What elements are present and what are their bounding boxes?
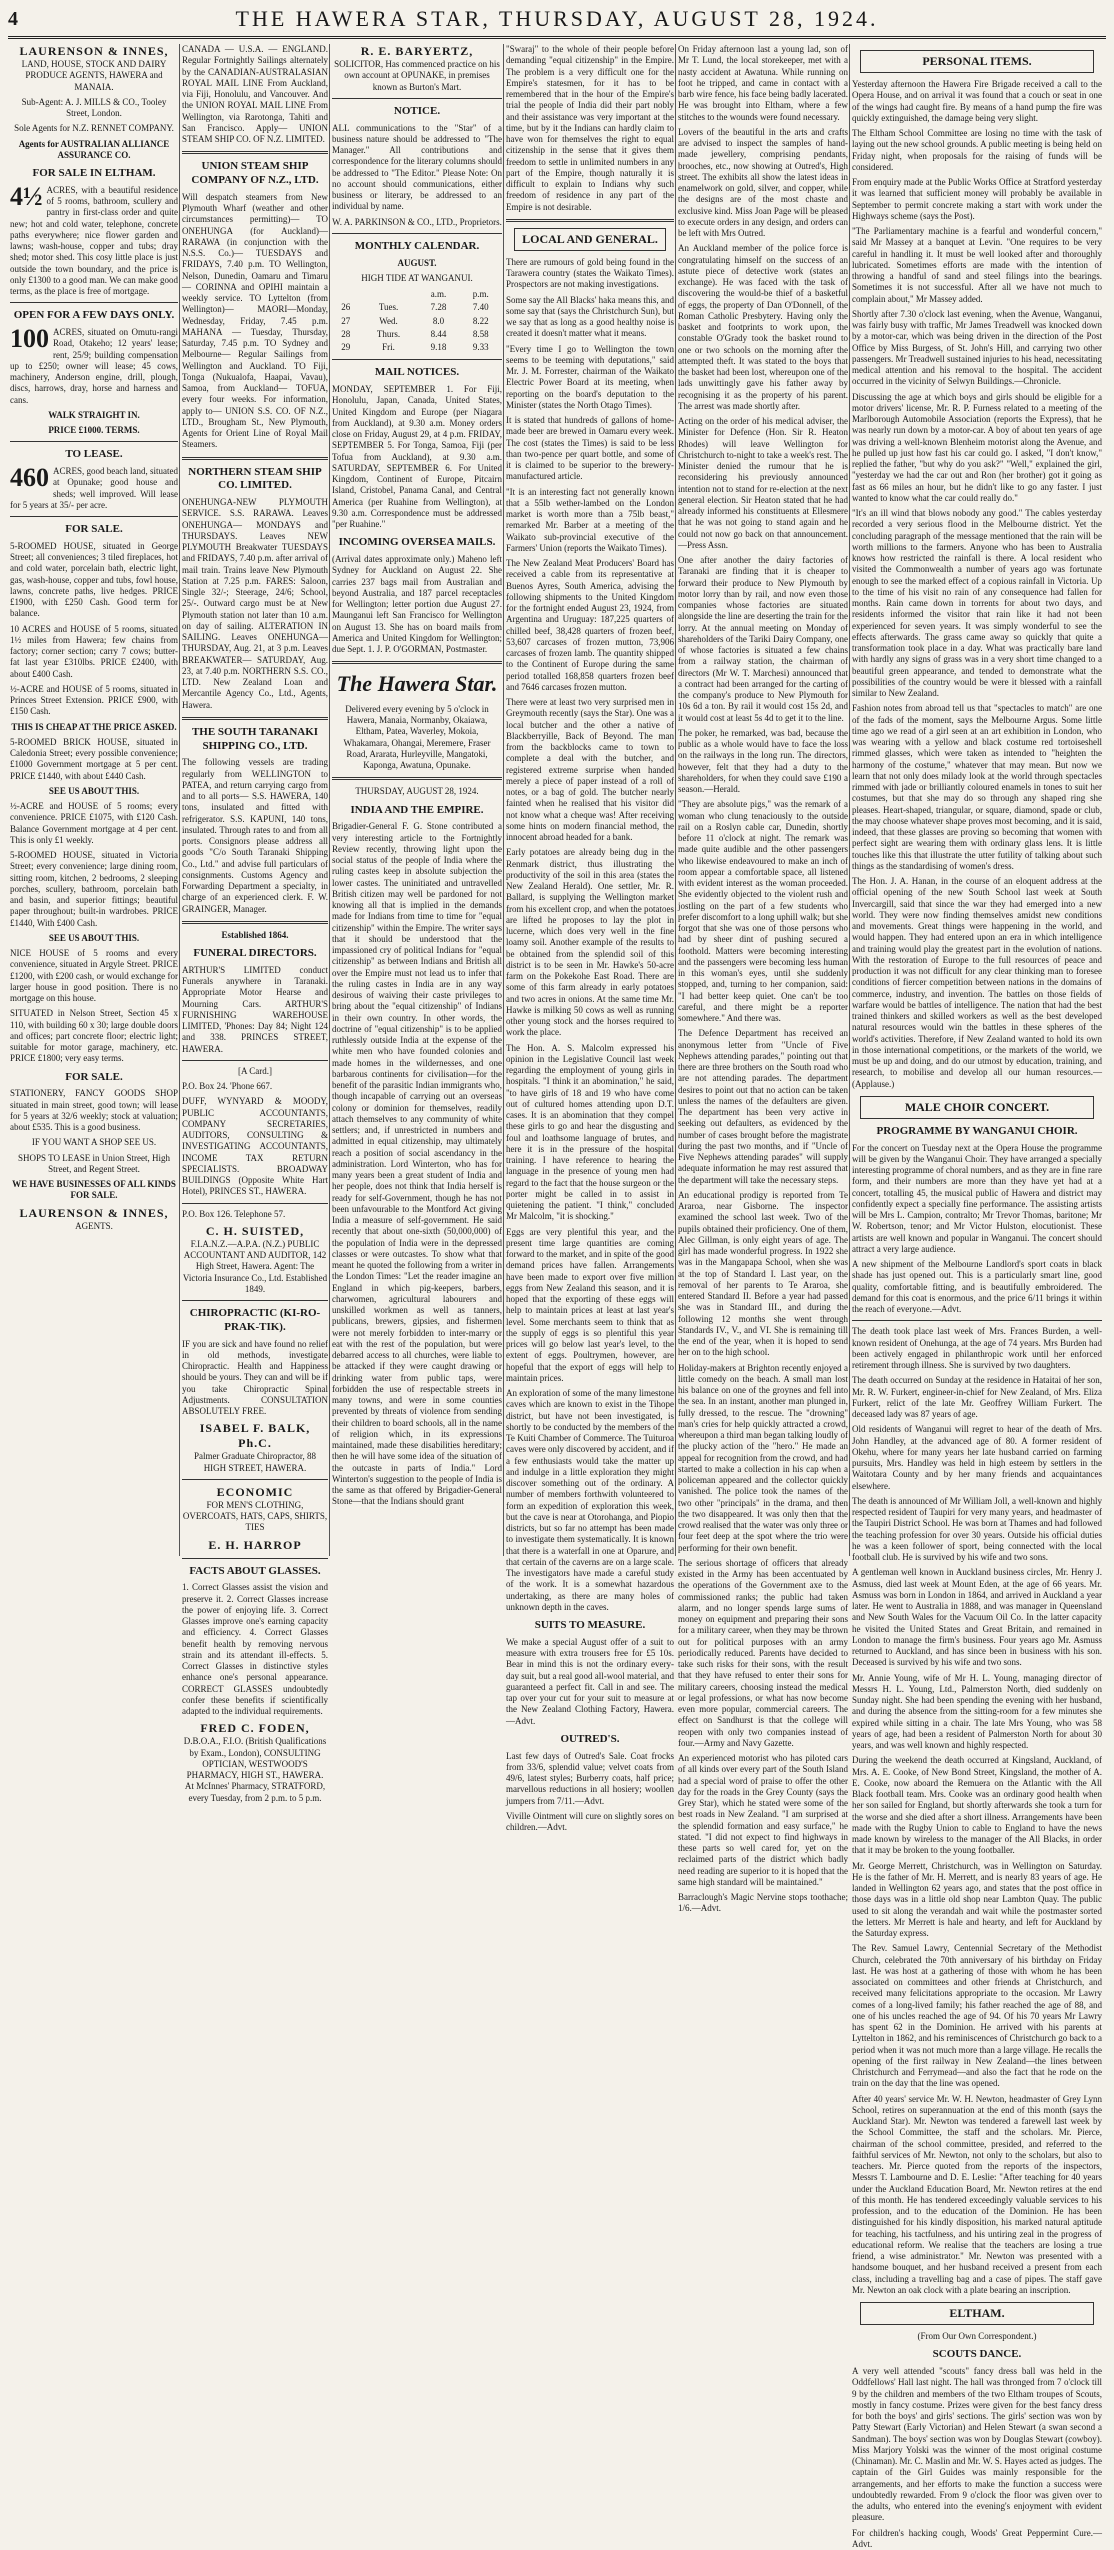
northern-steamship-heading: NORTHERN STEAM SHIP CO. LIMITED. <box>182 466 328 494</box>
listing-opunake-lease: 460 ACRES, good beach land, situated at Opunake; good house and sheds; well improved. Will lease for 5 years at 35/- per acre. <box>10 466 178 511</box>
listing-ten-acres: 10 ACRES and HOUSE of 5 rooms, situated 1½ miles from Hawera; few chains from factory; corner section; carry 7 cows; butter-fat last year £310lbs. PRICE £2400, with about £400 Cash. <box>10 624 178 680</box>
funeral-text: ARTHUR'S LIMITED conduct Funerals anywhere in Taranaki. Appropriate Motor Hearse and Mourning Cars. ARTHUR'S FURNISHING WAREHOUSE LIMITED, 'Phones: Day 84; Night 124 and 338. PRINCES STREET, HAWERA. <box>182 965 328 1055</box>
delivery-note: Delivered every evening by 5 o'clock in Hawera, Manaia, Normanby, Okaiawa, Eltham, Patea, Waverley, Mokoia, Whakamara, Ohangai, Meremere, Fraser Road, Ararata, Hurleyville, Mangatoki, Kaponga, Awatuna, Opunake. <box>332 704 502 772</box>
suits-heading: SUITS TO MEASURE. <box>506 1619 674 1633</box>
personal-items-heading: PERSONAL ITEMS. <box>860 50 1094 73</box>
news-item: It is stated that hundreds of gallons of home-made beer are brewed in Oamaru every week. The cost (states the Times) is said to be less than two-pence per quart bottle, and some of it is claimed to be superior to the brewery-manufactured article. <box>506 415 674 483</box>
editorial-continued: "Swaraj" to the whole of their people before demanding "equal citizenship" in the Empire. The problem is a very difficult one for the Empire's statesmen, for it has to be remembered that in the hour of the Empire's trial the people of India did their part nobly and their assistance was very important at the time, but by it the Indians can hardly claim to have won for themselves the right to equal citizenship in the sense that it gives them freedom to settle in unlimited numbers in any part of the Empire, though naturally it is difficult to explain to Indians why such freedom of residence in any part of the Empire is not desirable. <box>506 44 674 213</box>
heading-for-sale: FOR SALE. <box>10 1071 178 1085</box>
alliance-agents: Agents for AUSTRALIAN ALLIANCE ASSURANCE CO. <box>10 139 178 162</box>
suisted-name: C. H. SUISTED, <box>182 1224 328 1239</box>
news-item: There are rumours of gold being found in the Tarawera country (states the Waikato Times). Prospectors are not making investigations. <box>506 257 674 291</box>
chiropractic-text: IF you are sick and have found no relief in old methods, investigate Chiropractic. Health and Happiness should be yours. They can and will be if you take Chiropractic Spinal Adjustments. CONSULTATION ABSOLUTELY FREE. <box>182 1339 328 1418</box>
firm-name: LAURENSON & INNES, <box>10 44 178 59</box>
obituary-item: The death is announced of Mr William Joll, a well-known and highly respected resident of Taupiri for very many years, and headmaster of the Taupiri District School. He was born at Thames and had followed the teaching profession for over 30 years. Outside his official duties he was a keen follower of sport, being connected with the local football club. He is survived by his wife and two sons. <box>852 1496 1102 1564</box>
column-divider <box>503 44 504 1556</box>
news-item: From enquiry made at the Public Works Office at Stratford yesterday it was learned that sufficient money will probably be available in September to permit concrete making a start with work under the Highways scheme (says the Post). <box>852 177 1102 222</box>
economic-text: FOR MEN'S CLOTHING, OVERCOATS, HATS, CAPS, SHIRTS, TIES <box>182 1500 328 1534</box>
listing-argyle-street: NICE HOUSE of 5 rooms and every convenience, situated in Argyle Street. PRICE £1200, with £200 cash, or would exchange for larger house in good position. There is no mortgage on this house. <box>10 948 178 1004</box>
obituary-item: The death occurred on Sunday at the residence in Hataitai of her son, Mr. R. W. Furkert, engineer-in-chief for New Zealand, of Mrs. Eliza Furkert, relict of the late Mr. Geoffrey William Furkert. The deceased lady was 87 years of age. <box>852 1375 1102 1420</box>
outreds-text: Last few days of Outred's Sale. Coat frocks from 33/6, splendid value; velvet coats from 49/6, latest styles; Burberry coats, half price; marvellous reductions in all hosiery; woollen jumpers from 7/11.—Advt. <box>506 1751 674 1807</box>
table-row: 27 Wed. 8.0 8.22 <box>332 315 502 328</box>
listing-victoria-street: 5-ROOMED HOUSE, situated in Victoria Street; every convenience; large dining room, sitting room, kitchen, 2 bedrooms, 2 sleeping porches, scullery, bathroom, porcelain bath and basin, and superior fittings; beautiful paper throughout; built-in wardrobes. PRICE £1440, With £400 Cash. <box>10 850 178 929</box>
incoming-mails-text: (Arrival dates approximate only.) Maheno left Sydney for Auckland on August 22. She carries 237 bags mail from Australian and beyond Australia, and 187 parcel receptacles for Wellington; letter portion due August 27. Maunganui left San Francisco for Wellington on August 13. She has on board mails from America and United Kingdom for Wellington; due Sept. 1. J. P. O'GORMAN, Postmaster. <box>332 554 502 655</box>
obituary-item: The death took place last week of Mrs. Frances Burden, a well-known resident of Onehunga, at the age of 74 years. Mrs Burden had been actively engaged in philanthropic work until her enforced retirement through illness. She is survived by two daughters. <box>852 1326 1102 1371</box>
editorial-heading: INDIA AND THE EMPIRE. <box>332 804 502 818</box>
listing-eltham: 4½ ACRES, with a beautiful residence of 5 rooms, bathroom, scullery and pantry in first-class order and quite new; hot and cold water, telephone, concrete paths everywhere; nice flower garden and lawns; wash-house, copper and tubs; dray shed; motor shed. This cosy little place is just outside the town boundary, and the price is only £1300 to a good man. We can make good terms, as the place is free of mortgage. <box>10 185 178 298</box>
column-divider <box>329 44 330 1556</box>
personal-item: After 40 years' service Mr. W. H. Newton, headmaster of Grey Lynn School, retires on superannuation at the end of this month (says the Auckland Star). Mr. Newton was tendered a farewell last week by the School Committee, the staff and the scholars. Mr. Pierce, chairman of the school committee, presided, and referred to the faithful services of Mr. Newton, not only to the scholars, but also to teachers. Mr. Pierce quoted from the reports of the inspectors, Messrs T. Lambourne and D. E. Leslie: "After teaching for 40 years under the Auckland Education Board, Mr. Newton retires at the end of this month. He has tendered exceedingly valuable services to his profession, and to the education of the Dominion. He has been distinguished for his kindly disposition, his marked natural aptitude for teaching, his tactfulness, and his untiring zeal in the progress of educational reform. We realise that the teachers are losing a true friend, a wise administrator." Mr. Newton was presented with a handsome bouquet, and her husband received a present from each class, including a travelling bag and a case of pipes. The staff gave Mr. Newton an oak clock with a plate bearing an inscription. <box>852 2094 1102 2297</box>
canada-mail-ad: CANADA — U.S.A. — ENGLAND. Regular Fortnightly Sailings alternately by the CANADIAN-AUSTRALASIAN ROYAL MAIL LINE From Auckland, via Fiji, Honolulu, and Vancouver. And the UNION ROYAL MAIL LINE From Wellington, via Rarotonga, Tahiti and San Francisco. Apply— UNION STEAM SHIP CO. OF N.Z. LIMITED. <box>182 44 328 145</box>
table-row: 29 Fri. 9.18 9.33 <box>332 341 502 354</box>
cough-cure-ad: For children's hacking cough, Woods' Great Peppermint Cure.—Advt. <box>852 2528 1102 2550</box>
listing-stationery-shop: STATIONERY, FANCY GOODS SHOP situated in main street, good town; will lease for 5 years at 32/6 weekly; stock at valuation; about £535. This is a good business. <box>10 1088 178 1133</box>
news-item: Lovers of the beautiful in the arts and crafts are advised to inspect the samples of hand-made jewellery, comprising pendants, brooches, etc., now showing at Outred's, High street. The exhibits all show the latest ideas in enamelwork on gold, silver, and copper, while the designs are of the most chaste and exclusive kind. Miss Joan Page will be pleased to execute orders in any design, and orders can be left with Mrs Outred. <box>678 127 848 240</box>
table-header-row: a.m. p.m. <box>332 288 502 301</box>
firm-description: LAND, HOUSE, STOCK AND DAIRY PRODUCE AGENTS, HAWERA and MANAIA. <box>10 59 178 93</box>
duff-wynyard-ad: DUFF, WYNYARD & MOODY, PUBLIC ACCOUNTANTS, COMPANY SECRETARIES, AUDITORS, CONSULTING & INVESTIGATING ACCOUNTANTS, INCOME TAX RETURN SPECIALISTS. BROADWAY BUILDINGS (Opposite White Hart Hotel), PRINCES ST., HAWERA. <box>182 1096 328 1197</box>
shop-note: IF YOU WANT A SHOP SEE US. <box>10 1137 178 1148</box>
mail-notices-text: MONDAY, SEPTEMBER 1. For Fiji, Honolulu, Japan, Canada, United States, United Kingdom and Europe (per Niagara from Auckland), at 9.30 a.m. Money orders close on Friday, August 29, at 4 p.m. FRIDAY, SEPTEMBER 5. For Tonga, Samoa, Fiji (per Tofua from Auckland), at 9.30 a.m. SATURDAY, SEPTEMBER 6. For United Kingdom, Continent of Europe, Pitcairn Island, Cristobel, Panama Canal, and Central America (per Ruahine from Wellington), at 9.30 a.m. Correspondence must be addressed "per Ruahine." <box>332 384 502 530</box>
suisted-text: F.I.A.N.Z.—A.P.A. (N.Z.) PUBLIC ACCOUNTANT AND AUDITOR, 142 High Street, Hawera. Agent: The Victoria Insurance Co., Ltd. Established 1849. <box>182 1239 328 1295</box>
newspaper-nameplate: The Hawera Star. <box>332 670 502 698</box>
news-item: An exploration of some of the many limestone caves which are known to exist in the Tihope district, but have not been investigated, is shortly to be conducted by the members of the Te Kuiti Chamber of Commerce. The Tuituroa caves were only discovered by accident, and if a few enthusiasts would take the matter up and indulge in a little exploration they might discover something out of the ordinary. A number of members forthwith volunteered to form an expedition of exploration this week, but the cave is near at Otorohanga, and Piopio districts, but so far no attempt has been made to investigate them systematically. It is known that there is a waterfall in one at Oparure, and that certain of the caverns are on a large scale. The investigators have made a careful study of the work. It is a somewhat hazardous undertaking, as there are many holes of unknown depth in the caves. <box>506 1388 674 1613</box>
notice-heading: NOTICE. <box>332 105 502 119</box>
balk-name: ISABEL F. BALK, Ph.C. <box>182 1421 328 1451</box>
eltham-heading: ELTHAM. <box>860 2302 1094 2325</box>
choir-heading: MALE CHOIR CONCERT. <box>860 1096 1094 1119</box>
column-4-local-general <box>506 44 674 1556</box>
news-item: Shortly after 7.30 o'clock last evening, when the Avenue, Wanganui, was fairly busy with traffic, Mr James Treadwell was knocked down by a motor-car, which was being driven in the direction of the Post Office by Miss Burgess, of St. John's Hill, and carrying two other passengers. Mr Treadwell sustained injuries to his head, necessitating medical attention and his removal to the hospital. The accident occurred in the vicinity of Selwyn Buildings.—Chronicle. <box>852 309 1102 388</box>
businesses-note: WE HAVE BUSINESSES OF ALL KINDS FOR SALE. <box>10 1179 178 1202</box>
news-item: There were at least two very surprised men in Greymouth recently (says the Star). One was a local butcher and the other a native of Blackberryille, Back of Beyond. The man from the backblocks came to town to complete a deal with the butcher, and registered extreme surprise when handed merely a piece of paper instead of a roll of notes, or a bag of gold. The butcher nearly fainted when he realised that his visitor did not know what a cheque was! After receiving some hints on modern financial method, the innocent abroad headed for a bank. <box>506 697 674 843</box>
firm-name: LAURENSON & INNES, <box>10 1206 178 1221</box>
editorial-text: Brigadier-General F. G. Stone contributed a very interesting article to the Fortnightly Review recently, throwing light upon the social status of the people of India where the ruling castes keep in absolute subjection the lower castes. The uninitiated and untravelled British citizen may well be pardoned for not knowing all that is implied in the demands made for Indians from time to time for "equal citizenship" within the Empire. The writer says that it should be understood that the impassioned cry of political Indians for "equal citizenship" as between Indians and British all over the Empire must not lead us to infer that the ruling castes in India are in any way desirous of waiving their caste privileges to bring about the "equal citizenship" of Indians in their own country. In other words, the doctrine of "equal citizenship" is to be applied ruthlessly outside India at the expense of the white men who have founded colonies and made homes in the wildernesses, and one barbarous continents for civilisation—for the benefit of the parasitic Indian immigrants who, though incapable of carrying out an overseas colony or dominion for themselves, readily attach themselves to any community of white settlers; and, if unrestricted in numbers and admitted in equal citizenship, may ultimately reach a position of social ascendancy in the administration. Lord Winterton, who has for many years been a great student of India and her people, does not think that India herself is ready for self-Government, though he has not been unfavourable to the Montford Act giving India a measure of self-government. He said recently that about one-sixth (50,000,000) of the population of India were in the depressed classes or were outcastes. To show what that meant he quoted the following from a writer in the London Times: "Let the reader imagine an England in which pig-keepers, barbers, charwomen, agricultural labourers and unskilled workmen as well as tanners, publicans, brewers, gipsies, and fishermen were not merely forbidden to inter-marry or eat with the rest of the population, but were debarred access to all churches, were liable to be attacked if they were caught drawing or drinking water from public taps, were forbidden the use of respectable streets in many towns, and were in some counties prevented by threats of violence from sending their children to board schools, all in the name of religion which, in its expressions maintained, made these disabilities hereditary; then he will have some idea of the situation of the outcaste in parts of India." Lord Winterton's suggestion to the people of India is the same as that offered by Brigadier-General Stone—that the Indians should grant <box>332 821 502 1507</box>
column-2-shipping-ads <box>182 44 328 1556</box>
listing-george-street: 5-ROOMED HOUSE, situated in George Street; all conveniences; 3 tiled fireplaces, hot and cold water, porcelain bath, electric light, gas, wash-house, copper and tubs, fowl house, lawns, concrete paths, live hedges. PRICE £1900, with £250 Cash. Good term for balance. <box>10 541 178 620</box>
taranaki-shipping-heading: THE SOUTH TARANAKI SHIPPING CO., LTD. <box>182 726 328 754</box>
news-item: The Hon. J. A. Hanan, in the course of an eloquent address at the official opening of the new South School last week at South Invercargill, said that since the war they had emerged into a new world. They were now finding themselves amidst new conditions and movements. Great things were happening in the world, and would happen. They had entered upon an era in which intelligence and training would play the greatest part in the evolution of nations. With the restoration of Europe to the full resources of peace and production it was not difficult for any clear thinking man to foresee conditions of fiercer competition between nations in the domains of commerce, industry, and invention. The battles on those fields of warfare would be battles of intelligence. The nation that had the best trained thinkers and skilled workers as well as the best developed natural resources would win the battles in these spheres of the world's activities. Therefore, if New Zealand wanted to hold its own in those international competitions, or the markets of the world, we must be up and doing, and do our utmost by education, training, and research, to mobilise and develop all our human resources.—(Applause.) <box>852 876 1102 1090</box>
suits-text: We make a special August offer of a suit to measure with extra trousers free for £5 10s. Bear in mind this is not the ordinary every-day suit, but a real good all-wool material, and guaranteed a perfect fit. Call in and see. The tap over your cut for your suit to measure at the New Zealand Clothing Factory, Hawera.—Advt. <box>506 1637 674 1727</box>
walk-in: WALK STRAIGHT IN. <box>10 410 178 421</box>
notice-text: ALL communications to the "Star" of a business nature should be addressed to "The Manager." All contributions and correspondence for the literary columns should be addressed to "The Editor." Please Note: On no account should communications, either business or literary, be addressed to an individual by name. <box>332 123 502 213</box>
local-general-heading: LOCAL AND GENERAL. <box>514 228 666 251</box>
mail-notices-heading: MAIL NOTICES. <box>332 366 502 380</box>
chiropractic-heading: CHIROPRACTIC (KI-RO-PRAK-TIK). <box>182 1307 328 1335</box>
table-row: 26 Tues. 7.28 7.40 <box>332 301 502 314</box>
calendar-heading: MONTHLY CALENDAR. <box>332 240 502 254</box>
column-6-personal-items <box>852 44 1102 1556</box>
news-item: Acting on the order of his medical adviser, the Minister for Defence (Hon. Sir R. Heaton Rhodes) will leave Wellington for Christchurch to-night to take a week's rest. The Minister denied the rumour that he is reconsidering his previously announced intention not to stand for re-election at the next general election. Sir Heaton stated that he had already informed his constituents at Ellesmere that he was not going to stand again and he could not now go back on that announcement.—Press Assn. <box>678 416 848 551</box>
masthead-title: THE HAWERA STAR, THURSDAY, AUGUST 28, 1924. <box>0 6 1114 32</box>
column-divider <box>179 44 180 1556</box>
news-item: Barraclough's Magic Nervine stops toothache; 1/6.—Advt. <box>678 1892 848 1915</box>
northern-steamship-text: ONEHUNGA-NEW PLYMOUTH SERVICE. S.S. RARAWA. Leaves ONEHUNGA— MONDAYS and THURSDAYS. Leaves NEW PLYMOUTH Breakwater TUESDAYS and FRIDAYS, 7.40 p.m. after arrival of mail train. Trains leave New Plymouth Station at 7.25 p.m. FARES: Saloon, Single 32/-; Steerage, 24/6; School, 25/-. Outward cargo must be at New Plymouth station not later than 10 a.m. on day of sailing. ALTERATION IN SAILING. Leaves ONEHUNGA— THURSDAY, Aug. 21, at 3 p.m. Leaves BREAKWATER— SATURDAY, Aug. 23, at 7.40 p.m. NORTHERN S.S. CO., LTD. New Zealand Loan and Mercantile Agency Co., Ltd., Agents, Hawera. <box>182 497 328 711</box>
news-item: "It is an interesting fact not generally known that a 55lb wether-lambed on the London market is worth more than a 75lb beast," remarked Mr. Barber at a meeting of the Waikato sub-provincial executive of the Farmers' Union (reports the Waikato Times). <box>506 487 674 555</box>
column-3-notices-editorial <box>332 44 502 1556</box>
funeral-heading: FUNERAL DIRECTORS. <box>182 947 328 961</box>
heading-for-sale: FOR SALE. <box>10 523 178 537</box>
masthead-rule <box>8 36 1106 39</box>
news-item: An educational prodigy is reported from Te Araroa, near Gisborne. The inspector examined the school last week. Two of the pupils obtained their proficiency. One of them, Alec Gillman, is only eight years of age. The girl has made wonderful progress. In 1922 she was in the Mangapapa School, when she was at the top of Standard I. Last year, on the removal of her parents to Te Araroa, she entered Standard II. Before a year had passed she was in Standard III., and during the following 12 months she went through Standards IV., V., and VI. She is remaining till the end of the year, when it is hoped to send her on to the high school. <box>678 1190 848 1359</box>
news-item: The poker, he remarked, was bad, because the public as a whole would have to face the loss on the railways in the long run. The directors, however, felt that they had a duty to the shareholders, for when they could save £190 a season.—Herald. <box>678 728 848 796</box>
editorial-dateline: THURSDAY, AUGUST 28, 1924. <box>332 786 502 797</box>
established-note: Established 1864. <box>182 930 328 941</box>
proprietors: W. A. PARKINSON & CO., LTD., Proprietors. <box>332 217 502 228</box>
sub-agent: Sub-Agent: A. J. MILLS & CO., Tooley Street, London. <box>10 97 178 120</box>
listing-nelson-street: SITUATED in Nelson Street, Section 45 x 110, with building 60 x 30; large double doors and offices; part concrete floor; electric light; suitable for motor garage, machinery, etc. PRICE £1800; very easy terms. <box>10 1008 178 1064</box>
news-item: Eggs are very plentiful this year, and the present time large quantities are coming forward to the market, and in spite of the good demand prices have fallen. Arrangements have been made to export over five million eggs from New Zealand this season, and it is hoped that the exporting of these eggs will help to maintain prices at least at last year's level. Some merchants seem to think that as the supply of eggs is so plentiful this year prices will go below last year's level, to the extent of eggs. Poultrymen, however, are hopeful that the export of eggs will help to maintain prices. <box>506 1227 674 1385</box>
news-item: "The Parliamentary machine is a fearful and wonderful concern," said Mr Massey at a banquet at Levin. "One requires to be very careful in handling it. It must be well looked after and thoroughly lubricated. Sometimes efforts are made with the intention of throwing a handful of sand and steel filings into the bearings. Sometimes it is not successful. After all we have not much to complain about," Mr Massey added. <box>852 226 1102 305</box>
cheap-note: THIS IS CHEAP AT THE PRICE ASKED. <box>10 722 178 733</box>
obituary-item: A gentleman well known in Auckland business circles, Mr. Henry J. Asmuss, died last week at Mount Eden, at the age of 66 years. Mr. Asmuss was born in London in 1864, and arrived in Auckland a year later. He went to Australia in 1888, and was manager in Queensland and New South Wales for the Vacuum Oil Co. In the latter capacity he visited the United States and Great Britain, and remained in London to manage the firm's business. Four years ago Mr. Asmuss returned to Auckland, and has since been in business with his son. Deceased is survived by his wife and two sons. <box>852 1567 1102 1668</box>
sole-agents: Sole Agents for N.Z. RENNET COMPANY. <box>10 123 178 134</box>
viville-ad: Viville Ointment will cure on slightly sores on children.—Advt. <box>506 1811 674 1834</box>
heading-lease: TO LEASE. <box>10 448 178 462</box>
news-item: On Friday afternoon last a young lad, son of Mr T. Lund, the local storekeeper, met with a nasty accident at Awatuna. While running on foot he tripped, and came in contact with a barb wire fence, his face being badly lacerated. He was brought into Eltham, where a few stitches to the wounds were found necessary. <box>678 44 848 123</box>
obituary-item: During the weekend the death occurred at Kingsland, Auckland, of Mrs. A. E. Cooke, of New Bond Street, Kingsland, the mother of A. E. Cooke, now aboard the Remuera on the Atlantic with the All Black football team. Mrs. Cooke was an ordinary good health when her son sailed for England, but shortly afterwards she took a turn for the worse and she died after a short illness. Arrangements have been made with the Rugby Union to cable to England to have the news made known by wireless to the manager of the All Blacks, in order that it may be broken to the young footballer. <box>852 1755 1102 1856</box>
listing-princes-street: ½-ACRE and HOUSE of 5 rooms, situated in Princes Street Extension. PRICE £900, with £150 Cash. <box>10 684 178 718</box>
union-steamship-text: Will despatch steamers from New Plymouth Wharf (weather and other circumstances permitting)— TO ONEHUNGA (for Auckland)— RARAWA (in conjunction with the N.S.S. Co.)— TUESDAYS and FRIDAYS, 7.40 p.m. TO Wellington, Nelson, Dunedin, Oamaru and Timaru— CORINNA and OPIHI maintain a weekly service. TO Lyttelton (from Wellington)— MAORI—Monday, Wednesday, Friday, 7.45 p.m. MAHANA — Tuesday, Thursday, Saturday, 7.45 p.m. TO Sydney and Melbourne— Regular Sailings from Wellington and Auckland. TO Fiji, Tonga (Nukualofa, Haapai, Vavau), Samoa, from Auckland— TOFUA, every four weeks. For information, apply to— UNION S.S. CO. OF N.Z., LTD., Brougham St., New Plymouth, Agents for Orient Line of Royal Mail Steamers. <box>182 192 328 451</box>
card-label: [A Card.] <box>182 1066 328 1077</box>
news-item: Yesterday afternoon the Hawera Fire Brigade received a call to the Opera House, and on arrival it was found that a couch or seat in one of the wings had caught fire. By means of a hand pump the fire was quickly extinguished, the damage being very slight. <box>852 79 1102 124</box>
news-item: Early potatoes are already being dug in the Renmark district, thus illustrating the productivity of the soil in this area (states the New Zealand Herald). One settler, Mr. R. Ballard, is supplying the Wellington market from his excellent crop, and when the potatoes are lifted he proposes to lay the plot in lucerne, which does very well in the fine loamy soil. Another example of the results to be obtained from the splendid soil of this district is to be seen in Mr. Hawke's 50-acre farm on the Pokekohe East Road. There are some of this farm already in early potatoes and two acres in onions. At the same time Mr. Hawke is milking 50 cows as well as running other young stock and the horses required to work the place. <box>506 847 674 1038</box>
personal-item: The Rev. Samuel Lawry, Centennial Secretary of the Methodist Church, celebrated the 70th anniversary of his birthday on Friday last. He was host at a gathering of those with whom he has been associated on committees and other friends at Christchurch, and received many felicitations appropriate to the occasion. Mr Lawry comes of a long-lived family; his father reached the age of 88, and one of his uncles reached the age of 94. Of his 70 years Mr Lawry has spent 62 in the Dominion. He arrived with his parents at Lyttelton in 1862, and his reminiscences of Christchurch go back to a period when it was not much more than a large village. He recalls the opening of the first railway in New Zealand—the lines between Christchurch and Ferrymead—and also the fact that he rode on the train on the day that the line was opened. <box>852 1943 1102 2089</box>
foden-text: D.B.O.A., F.I.O. (British Qualifications by Exam., London), CONSULTING OPTICIAN, WESTWOOD'S PHARMACY, HIGH ST., HAWERA. At McInnes' Pharmacy, STRATFORD, every Tuesday, from 2 p.m. to 5 p.m. <box>182 1736 328 1804</box>
correspondent-note: (From Our Own Correspondent.) <box>852 2331 1102 2342</box>
coat-ad: A new shipment of the Melbourne Landlord's sport coats in black shade has just opened out. This is a particularly smart line, good quality, comfortable fitting, and is beautifully embroidered. The demand for this coat is enormous, and the price 6/11 brings it within the reach of everyone.—Advt. <box>852 1259 1102 1315</box>
solicitor-text: SOLICITOR, Has commenced practice on his own account at OPUNAKE, in premises known as Burton's Mart. <box>332 59 502 93</box>
see-us-note: SEE US ABOUT THIS. <box>10 786 178 797</box>
calendar-subheading: HIGH TIDE AT WANGANUI. <box>332 273 502 284</box>
personal-item: Mr. George Merrett, Christchurch, was in Wellington on Saturday. He is the father of Mr. H. Merrett, and is nearly 83 years of age. He landed in Wellington 62 years ago, and states that the post office in those days was in a little old shop near Lambton Quay. The public used to sit along the verandah and wait while the postmaster sorted the letters. Mr Merrett is hale and hearty, and left for Auckland by the Saturday express. <box>852 1861 1102 1940</box>
po-box: P.O. Box 24. 'Phone 667. <box>182 1081 328 1092</box>
news-item: "Every time I go to Wellington the town seems to be teeming with deputations," said Mr. J. M. Forrester, chairman of the Waikato Electric Power Board at its meeting, when reporting on the board's deputation to the Minister (states the North Otago Times). <box>506 344 674 412</box>
obituary-item: Mr. Annie Young, wife of Mr H. L. Young, managing director of Messrs H. L. Young, Ltd., Palmerston North, died suddenly on Sunday night. She had been spending the evening with her husband, and during the absence from the sitting-room for a few minutes she expired while sitting in a chair. The late Mrs Young, who was 58 years of age, had been a resident of Palmerston North for about 30 years, and was well known and highly respected. <box>852 1673 1102 1752</box>
news-item: Fashion notes from abroad tell us that "spectacles to match" are one of the fads of the moment, says the Melbourne Argus. Some little time ago we read of a girl seen at an art exhibition in London, who was wearing with a yellow and black costume red tortoiseshell rimmed glasses, which were taken as intended to "heighten the harmony of the costume," whatever that may mean. But now we learn that not only does milady look at the world through spectacles rimmed with jade or brilliantly coloured enamels in tones to suit her costumes, but that she may do so through any shaped ring she pleases. Heart-shaped, triangular, or square, diamond, spade or club, the may choose whatever shape proves most becoming, and it is said, indeed, that these glasses are proving so becoming that women with perfect sight are wearing them with ordinary glass lens. It is little touches like this that illustrate the utter futility of talking about such things as the standardising of women's dress. <box>852 703 1102 872</box>
news-item: The Eltham School Committee are losing no time with the task of laying out the new school grounds. A public meeting is being held on Friday night, when proposals for the raising of funds will be considered. <box>852 128 1102 173</box>
scouts-heading: SCOUTS DANCE. <box>852 2348 1102 2362</box>
news-item: Some say the All Blacks' haka means this, and some say that (says the Christchurch Sun), but we say that as long as a good healthy noise is created it doesn't matter what it means. <box>506 295 674 340</box>
shops-lease-note: SHOPS TO LEASE in Union Street, High Street, and Regent Street. <box>10 1153 178 1176</box>
listing-caledonia-street: 5-ROOMED BRICK HOUSE, situated in Caledonia Street; every possible convenience; £1000 Government mortgage at 5 per cent. PRICE £1440, with about £440 Cash. <box>10 737 178 782</box>
news-item: "It's an ill wind that blows nobody any good." The cables yesterday recorded a very serious flood in the Melbourne district. Yet the concluding paragraph of the message mentioned that the rain will be worth millions to the farmers. Anyone who has been to Australia knows how restricted the rainfall is there. A local resident who visited the Commonwealth a number of years ago was fortunate enough to see the marked effect of a copious rainfall in Victoria. Up to the time of his visit no rain of any consequence had fallen for months. Rain came down in torrents for about two days, and residents informed the visitor that rain like it had not been experienced for seven years. It was simply wonderful to see the effects afterwards. The grass came away so quickly that quite a transformation took place in a day. What was practically bare land with hardly any signs of grass was in a very short time changed to a beautiful green appearance, and tended to demonstrate what the possibilities of the country would be were it blessed with a rainfall similar to New Zealand. <box>852 508 1102 699</box>
heading-sale-eltham: FOR SALE IN ELTHAM. <box>10 167 178 181</box>
glasses-text: 1. Correct Glasses assist the vision and preserve it. 2. Correct Glasses increase the power of enjoying life. 3. Correct Glasses improve one's earning capacity and efficiency. 4. Correct Glasses benefit health by removing nervous strain and its attendant ill-effects. 5. Correct Glasses in distinctive styles enhance one's personal appearance. CORRECT GLASSES undoubtedly confer these benefits if scientifically adapted to the individual requirements. <box>182 1582 328 1717</box>
news-item: Discussing the age at which boys and girls should be eligible for a motor drivers' license, Mr. R. P. Furness related to a meeting of the Marlborough Automobile Association (reports the Express), that he was nearly run down by a motor-car. A boy of about ten years of age was driving a well-known Blenheim motorist along the Avenue, and he pulled up just how fast his car could go. I asked, "I don't know," replied the father, "but why do you ask?" "Well," explained the girl, "yesterday we had the car out and Ron (her brother) got it going as fast as 66 miles an hour, but he didn't like to go any faster. I just wanted to know what the car could really do." <box>852 392 1102 505</box>
listing-half-acre: ½-ACRE and HOUSE of 5 rooms; every convenience. PRICE £1075, with £120 Cash. Balance Government mortgage at 4 per cent. This is only £1 weekly. <box>10 801 178 846</box>
column-divider <box>849 44 850 1556</box>
glasses-heading: FACTS ABOUT GLASSES. <box>182 1565 328 1579</box>
tide-table <box>332 288 502 354</box>
news-item: An Auckland member of the police force is congratulating himself on the success of an astute piece of detective work (states an exchange). He was faced with the task of discovering the would-be thief of a basketful of eggs, the property of Dan O'Donnell, of the Roman Catholic Presbytery. Having only the basket and footprints to work upon, the constable O'Grady took the basket round to one or two schools on the morning after the attempted theft. It was stated to the boys that the basket had been lost, whereupon one of the lads unwittingly gave his father away by recognising it as the property of his parent. The arrest was made shortly after. <box>678 243 848 412</box>
news-item: One after another the dairy factories of Taranaki are finding that it is cheaper to forward their produce to New Plymouth by motor lorry than by rail, and now even those companies whose factories are situated alongside the line are deserting the train for the lorry. At the annual meeting on Monday of shareholders of the Tariki Dairy Company, one of whose factories is situated a few chains from a railway station, the chairman of directors (Mr W. T. Marchesi) announced that a contract had been arranged for the carting of the company's produce to New Plymouth for 10s 6d a ton. By rail it would cost 15s 2d, and it would cost at least 5s 4d to get it to the line. <box>678 555 848 724</box>
news-item: The Defence Department has received an anonymous letter from "Uncle of Five Nephews attending parades," pointing out that there are three brothers on the South road who are not attending parades. The department desires to point out that no action can be taken unless the names of the defaulters are given. The department has been very active in seeking out defaulters, as evidenced by the number of cases brought before the magistrate during the past two months, and if "Uncle of Five Nephews attending parades" will supply adequate information he may rest assured that the department will take the necessary steps. <box>678 1028 848 1186</box>
taranaki-shipping-text: The following vessels are trading regularly from WELLINGTON to PATEA, and return carrying cargo from and to all ports— S.S. HAWERA, 140 tons, insulated and fitted with refrigerator. S.S. KAPUNI, 140 tons, insulated. Through rates to and from all ports. Consignors please address all goods "C/o South Taranaki Shipping Co., Ltd." and advise full particulars of consignments. Customs Agency and Forwarding Department a specialty, in charge of an experienced clerk. F. W. GRAINGER, Manager. <box>182 757 328 915</box>
scouts-text: A very well attended "scouts" fancy dress ball was held in the Oddfellows' Hall last night. The hall was thronged from 7 o'clock till 9 by the children and members of the two Eltham troupes of Scouts, mostly in fancy costume. Prizes were given for the best fancy dress for both the boys' and girls' sections. The girls' section was won by Patty Stewart (Early Victorian) and Helen Stewart (a swan second a Sandman). The boys' section was won by Douglas Stewart (cowboy). Miss Marjory Yolski was the winner of the most original costume (Chinaman). Mr. C. Maslin and Mr. W. S. Hayes acted as judges. The captain of the Girl Guides was mainly responsible for the arrangements, and her efforts to make the function a success were undoubtedly rewarded. From 9 o'clock the floor was given over to the adults, who entered into the evening's enjoyment with evident pleasure. <box>852 2366 1102 2524</box>
calendar-month: AUGUST. <box>332 258 502 269</box>
news-item: Holiday-makers at Brighton recently enjoyed a little comedy on the beach. A small man lost his balance on one of the groynes and fell into the sea. In an instant, another man plunged in, fully dressed, to the rescue. The "drowning" man's cries for help quickly attracted a crowd, whereupon a third man began talking loudly of the plucky action of the "hero." He made an appeal for recognition from the crowd, and had started to make a collection in his cap when a policeman appeared and the collector quickly vanished. The police took the names of the two other "principals" in the drama, and then the two disappeared. It was only then that the crowd realised that the water was only three or four feet deep at the spot where the trio were performing for their own benefit. <box>678 1363 848 1554</box>
solicitor-name: R. E. BARYERTZ, <box>332 44 502 59</box>
news-item: The Hon. A. S. Malcolm expressed his opinion in the Legislative Council last week regarding the employment of young girls in hospitals. "I think it an abomination," he said, "to have girls of 18 and 19 who have come out of cultured homes attending upon D.T. cases. It is an abomination that they compel these girls to go and hear the disgusting and foul and loathsome language of brutes, and here it is in the pressure of the hospital training. I have reference to hearing the language in the presence of young men had regard to the fact that the house surgeon or the porter might be called in to assist in quietening the patient. "I think," concluded Mr Malcolm, "it is shocking." <box>506 1043 674 1223</box>
table-row: 28 Thurs. 8.44 8.58 <box>332 328 502 341</box>
listing-omuturangi: 100 ACRES, situated on Omutu-rangi Road, Otakeho; 12 years' lease; rent, 25/9; building compensation up to £250; owner will lease; 45 cows, machinery, Anderson engine, drill, plough, discs, harrows, dray, horse and harness and cans. <box>10 327 178 406</box>
heading-open-days: OPEN FOR A FEW DAYS ONLY. <box>10 309 178 323</box>
agents-label: AGENTS. <box>10 1221 178 1232</box>
news-item: "They are absolute pigs," was the remark of a woman who clung tenaciously to the outside rail on a Roslyn cable car, Dunedin, shortly before 11 o'clock at night. The remark was made quite audible and the other passengers who likewise endeavoured to make an inch of room appear a comfortable space, all listened with evident interest as the woman proceeded. She evidently objected to the violent rush and jostling on the part of a few students who prefer discomfort to a long uphill walk; but she forgot that she was one of those persons who had by sheer dint of pushing secured a foothold. Matters were becoming interesting and the passengers were becoming less human in this woman's eyes, until she suddenly stopped, and, turning to her companion, said: "I had better keep quiet. One can't be too careful, and there might be a reporter somewhere." And there was. <box>678 799 848 1024</box>
obituary-item: Old residents of Wanganui will regret to hear of the death of Mrs. John Handley, at the advanced age of 80. A former resident of Okehu, where for many years her late husband carried on farming pursuits, Mrs. Handley was held in high esteem by settlers in the Waitotara County and by her many friends and acquaintances elsewhere. <box>852 1424 1102 1492</box>
economic-heading: ECONOMIC <box>182 1485 328 1500</box>
column-1-land-agents <box>10 44 178 1556</box>
column-divider <box>675 44 676 1556</box>
masthead <box>0 0 1114 38</box>
news-item: The serious shortage of officers that already existed in the Army has been accentuated by the operations of the Government axe to the commissioned ranks; the public had taken alarm, and no longer spends large sums of money on equipment and preparing their sons for a military career, when they may be thrown out for political purposes with an army periodically reduced. Parents have decided to take such risks for their sons, with the result that they have refused to enter their sons for military careers, choosing instead the medical or legal professions, or what has now become even more popular, commercial careers. The effect on Sandhurst is that the college will reopen with only two companies instead of four.—Army and Navy Gazette. <box>678 1558 848 1749</box>
po-box: P.O. Box 126. Telephone 57. <box>182 1209 328 1220</box>
choir-subheading: PROGRAMME BY WANGANUI CHOIR. <box>852 1125 1102 1139</box>
see-us-note: SEE US ABOUT THIS. <box>10 933 178 944</box>
page-number: 4 <box>8 8 18 31</box>
incoming-mails-heading: INCOMING OVERSEA MAILS. <box>332 536 502 550</box>
column-5-news <box>678 44 848 1556</box>
news-item: An experienced motorist who has piloted cars of all kinds over every part of the South Island had a special word of praise to offer the other day for the roads in the Grey County (says the Grey Star), which he stated were some of the best roads in New Zealand. "I am surprised at the splendid formation and easy surface," he stated. "I did not expect to find highways in these parts so well cared for, yet on the reclaimed parts of the district which badly need reading are superior to it is hoped that the same high standard will be maintained." <box>678 1753 848 1888</box>
harrop-name: E. H. HARROP <box>182 1538 328 1553</box>
price-terms: PRICE £1000. TERMS. <box>10 425 178 436</box>
outreds-heading: OUTRED'S. <box>506 1733 674 1747</box>
choir-text: For the concert on Tuesday next at the Opera House the programme will be given by the Wanganui Choir. They have arranged a specially interesting programme of choral numbers, and as they are in fine rare form, and their numbers are more than they have yet had at a concert, totalling 45, the musical public of Hawera and district may confidently expect a specially fine performance. The assisting artists will be Mrs L. Campion, contralto; Mr Trevor Thomas, baritone; Mr W. Robertson, tenor; and Mr Victor Hulston, elocutionist. These artists are well known and popular in Wanganui. The concert should attract a very large audience. <box>852 1143 1102 1256</box>
balk-text: Palmer Graduate Chiropractor, 88 HIGH STREET, HAWERA. <box>182 1451 328 1474</box>
union-steamship-heading: UNION STEAM SHIP COMPANY OF N.Z., LTD. <box>182 160 328 188</box>
foden-name: FRED C. FODEN, <box>182 1721 328 1736</box>
news-item: The New Zealand Meat Producers' Board has received a cable from its representative at Buenos Ayres, South America, advising the following shipments to the United Kingdom for the fortnight ended August 23, 1924, from Argentina and Uruguay: 187,225 quarters of chilled beef, 38,428 quarters of frozen beef, 53,607 carcases of frozen mutton, 73,906 carcases of frozen lamb. The quantity shipped to the Continent of Europe during the same period totalled 168,858 quarters frozen beef and 7646 carcases frozen mutton. <box>506 558 674 693</box>
